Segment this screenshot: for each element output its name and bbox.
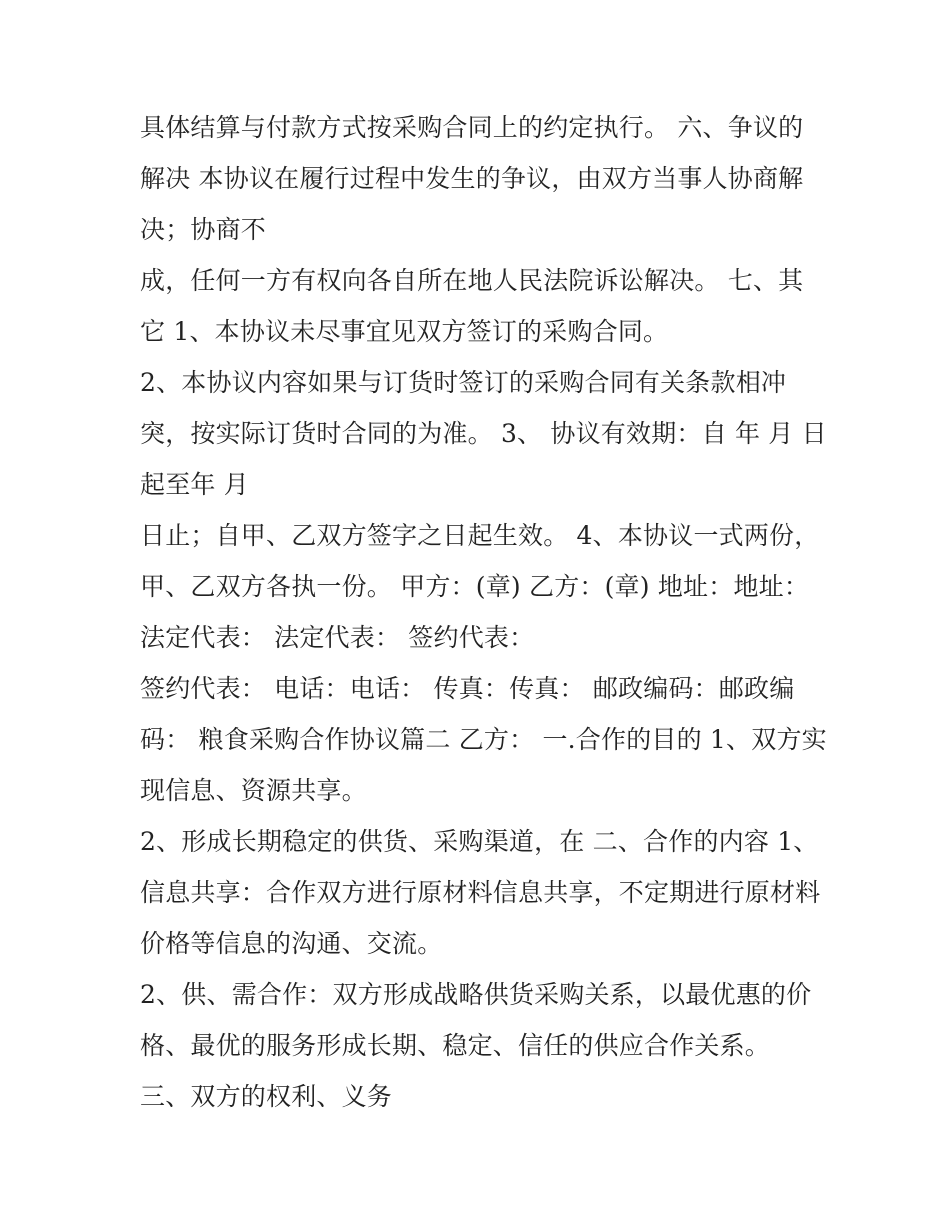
text-line: 它 1、本协议未尽事宜见双方签订的采购合同。	[140, 317, 669, 346]
text-line: 签约代表： 电话：电话： 传真：传真： 邮政编码：邮政编	[140, 674, 795, 703]
text-line: 现信息、资源共享。	[140, 776, 367, 805]
text-line: 2、供、需合作：双方形成战略供货采购关系，以最优惠的价	[140, 980, 812, 1009]
text-line: 突，按实际订货时合同的为准。 3、 协议有效期：自 年 月 日	[140, 419, 827, 448]
text-line: 具体结算与付款方式按采购合同上的约定执行。 六、争议的	[140, 113, 804, 142]
text-line: 日止；自甲、乙双方签字之日起生效。 4、本协议一式两份，	[140, 521, 820, 550]
text-line: 2、本协议内容如果与订货时签订的采购合同有关条款相冲	[140, 368, 787, 397]
body-text	[140, 102, 830, 1122]
text-line: 价格等信息的沟通、交流。	[140, 929, 443, 958]
text-line: 信息共享：合作双方进行原材料信息共享，不定期进行原材料	[140, 878, 821, 907]
text-line: 三、双方的权利、义务	[140, 1082, 393, 1111]
text-line: 法定代表： 法定代表： 签约代表：	[140, 623, 535, 652]
text-line: 甲、乙双方各执一份。 甲方：(章) 乙方：(章) 地址：地址：	[140, 572, 810, 601]
text-line: 解决 本协议在履行过程中发生的争议，由双方当事人协商解	[140, 164, 804, 193]
text-line: 起至年 月	[140, 470, 249, 499]
text-line: 码： 粮食采购合作协议篇二 乙方： 一.合作的目的 1、双方实	[140, 725, 827, 754]
text-line: 2、形成长期稳定的供货、采购渠道，在 二、合作的内容 1、	[140, 827, 819, 856]
text-line: 格、最优的服务形成长期、稳定、信任的供应合作关系。	[140, 1031, 771, 1060]
text-line: 决；协商不	[140, 215, 267, 244]
text-line: 成，任何一方有权向各自所在地人民法院诉讼解决。 七、其	[140, 266, 804, 295]
